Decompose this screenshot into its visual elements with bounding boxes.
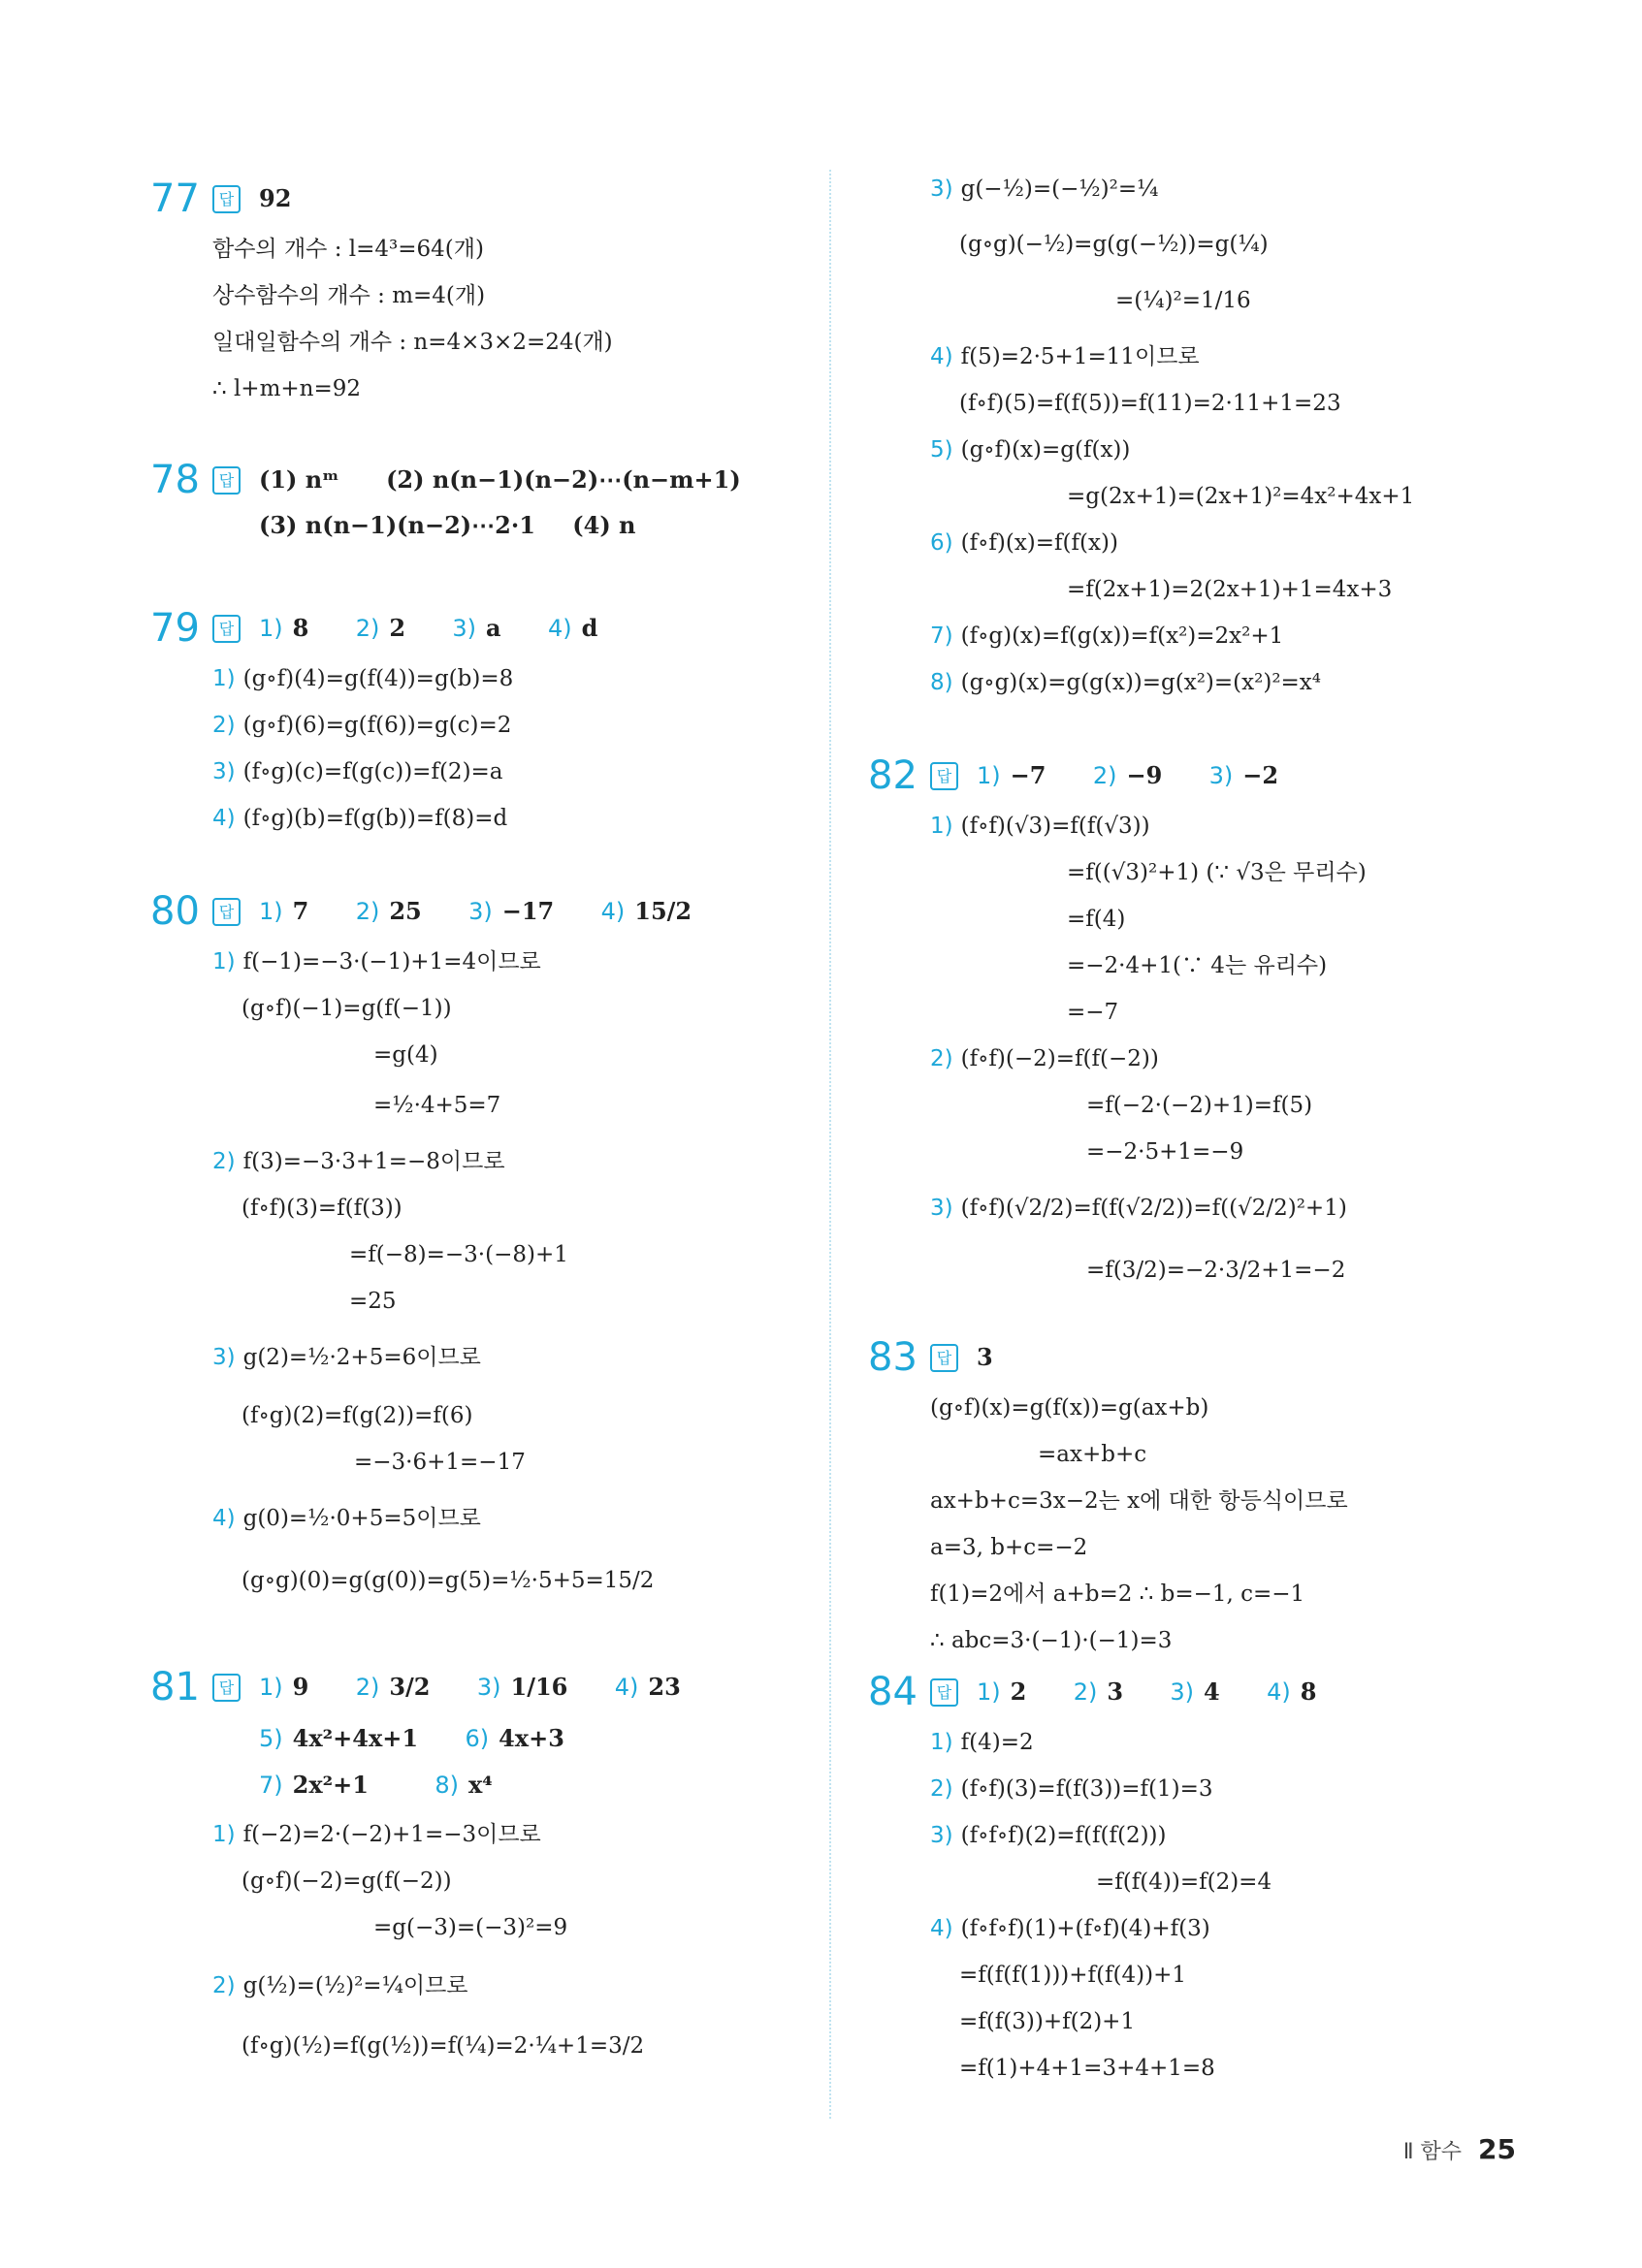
problem-number: 78	[150, 458, 200, 502]
solution-line: =½·4+5=7	[373, 1093, 501, 1118]
solution-line: =f(−2·(−2)+1)=f(5)	[1086, 1093, 1313, 1118]
solution-line: =f(f(3))+f(2)+1	[959, 2009, 1136, 2034]
solution-line: a=3, b+c=−2	[930, 1535, 1088, 1560]
solution-line: 1) f(4)=2	[930, 1730, 1034, 1755]
problem-82	[868, 747, 1528, 1283]
solution-line: (f∘f)(3)=f(f(3))	[241, 1196, 402, 1221]
answer-badge: 답	[212, 615, 241, 643]
answer-badge: 답	[212, 1674, 241, 1702]
answer-item: (2) n(n−1)(n−2)⋯(n−m+1)	[386, 465, 741, 494]
answer: 3	[977, 1343, 993, 1371]
solution-line: =f(1)+4+1=3+4+1=8	[959, 2056, 1215, 2081]
solution-line: (f∘g)(½)=f(g(½))=f(¼)=2·¼+1=3/2	[241, 2033, 645, 2059]
solution-line: 4) (f∘f∘f)(1)+(f∘f)(4)+f(3)	[930, 1916, 1210, 1941]
solution-line: 1) f(−1)=−3·(−1)+1=4이므로	[212, 949, 541, 974]
answer-row: 5) 4x²+4x+1 6) 4x+3	[259, 1724, 564, 1752]
answer-label: 3)	[452, 615, 477, 642]
problem-77	[150, 170, 820, 401]
problem-83	[868, 1328, 1528, 1653]
answer-value: d	[581, 614, 598, 642]
solution-line: 1) (g∘f)(4)=g(f(4))=g(b)=8	[212, 666, 514, 691]
solution-line: ax+b+c=3x−2는 x에 대한 항등식이므로	[930, 1488, 1348, 1514]
problem-number: 83	[868, 1335, 918, 1380]
problem-79	[150, 599, 820, 831]
answer-badge: 답	[930, 1678, 958, 1707]
problem-number: 80	[150, 889, 200, 934]
problem-78	[150, 451, 820, 539]
answer-row	[259, 451, 780, 509]
solution-line: f(1)=2에서 a+b=2 ∴ b=−1, c=−1	[930, 1581, 1305, 1607]
solution-line: =f(f(4))=f(2)=4	[1096, 1869, 1272, 1895]
solution-line: =g(4)	[373, 1042, 438, 1068]
answer-badge: 답	[212, 898, 241, 926]
answer-label: 4)	[547, 615, 572, 642]
solution-line: 6) (f∘f)(x)=f(f(x))	[930, 530, 1118, 556]
problem-number: 79	[150, 606, 200, 651]
answer-value: 2	[389, 614, 406, 642]
solution-line: =f((√3)²+1) (∵ √3은 무리수)	[1067, 860, 1367, 885]
solution-line: 1) f(−2)=2·(−2)+1=−3이므로	[212, 1822, 541, 1847]
answer-item: (1) nᵐ	[259, 465, 339, 494]
answer-value: 8	[292, 614, 309, 642]
solution-line: 4) g(0)=½·0+5=5이므로	[212, 1506, 481, 1531]
solution-line: =f(2x+1)=2(2x+1)+1=4x+3	[1067, 577, 1393, 602]
solution-line: 2) f(3)=−3·3+1=−8이므로	[212, 1149, 505, 1174]
answer-row: 7) 2x²+1 8) x⁴	[259, 1771, 493, 1799]
answer-item: (4) n	[572, 511, 636, 539]
solution-line: 2) (g∘f)(6)=g(f(6))=g(c)=2	[212, 713, 512, 738]
solution-line: 함수의 개수 : l=4³=64(개)	[212, 237, 484, 262]
answer-label: 1)	[259, 615, 283, 642]
solution-line: (f∘f)(5)=f(f(5))=f(11)=2·11+1=23	[959, 391, 1341, 416]
solution-line: =−2·5+1=−9	[1086, 1139, 1244, 1165]
solution-line: =f(−8)=−3·(−8)+1	[349, 1242, 568, 1267]
answer-row: 1) 7 2) 25 3) −17 4) 15/2	[259, 897, 692, 925]
solution-line: 2) (f∘f)(−2)=f(f(−2))	[930, 1046, 1159, 1071]
solution-line: (g∘g)(−½)=g(g(−½))=g(¼)	[959, 232, 1269, 257]
section-label: Ⅱ 함수	[1402, 2140, 1463, 2164]
solution-line: 4) (f∘g)(b)=f(g(b))=f(8)=d	[212, 806, 508, 831]
problem-number: 84	[868, 1670, 918, 1714]
answer: 92	[259, 184, 292, 212]
solution-line: =−2·4+1(∵ 4는 유리수)	[1067, 953, 1328, 978]
answer-row: 1) 9 2) 3/2 3) 1/16 4) 23	[259, 1673, 681, 1701]
solution-line: 2) (f∘f)(3)=f(f(3))=f(1)=3	[930, 1776, 1213, 1802]
answer-badge: 답	[212, 466, 241, 495]
solution-line: =ax+b+c	[1038, 1442, 1147, 1467]
page-footer	[1403, 2133, 1516, 2165]
solution-line: 7) (f∘g)(x)=f(g(x))=f(x²)=2x²+1	[930, 623, 1284, 649]
solution-line: (g∘g)(0)=g(g(0))=g(5)=½·5+5=15/2	[241, 1568, 655, 1593]
problem-number: 77	[150, 176, 200, 221]
answer-row	[259, 501, 635, 550]
problem-84	[868, 1663, 1528, 2081]
solution-line: =g(2x+1)=(2x+1)²=4x²+4x+1	[1067, 484, 1415, 509]
solution-line: =25	[349, 1289, 397, 1314]
solution-line: 4) f(5)=2·5+1=11이므로	[930, 344, 1200, 369]
solution-line: (f∘g)(2)=f(g(2))=f(6)	[241, 1403, 473, 1428]
answer-item: (3) n(n−1)(n−2)⋯2·1	[259, 511, 535, 539]
answer-row: 1) −7 2) −9 3) −2	[977, 761, 1279, 789]
solution-line: ∴ l+m+n=92	[212, 376, 362, 401]
solution-line: 3) (f∘f)(√2/2)=f(f(√2/2))=f((√2/2)²+1)	[930, 1196, 1347, 1221]
solution-line: =f(f(f(1)))+f(f(4))+1	[959, 1963, 1187, 1988]
solution-line: 상수함수의 개수 : m=4(개)	[212, 283, 486, 308]
answer-badge: 답	[930, 762, 958, 790]
problem-81	[150, 1658, 820, 2059]
solution-line: ∴ abc=3·(−1)·(−1)=3	[930, 1628, 1173, 1653]
solution-line: 1) (f∘f)(√3)=f(f(√3))	[930, 814, 1150, 839]
solution-line: (g∘f)(−2)=g(f(−2))	[241, 1869, 452, 1894]
solution-line: =(¼)²=1/16	[1115, 288, 1251, 313]
solution-line: 5) (g∘f)(x)=g(f(x))	[930, 437, 1131, 463]
answer-row	[259, 599, 636, 657]
solution-line: =−7	[1067, 1000, 1119, 1025]
solution-line: =f(3/2)=−2·3/2+1=−2	[1086, 1258, 1346, 1283]
solution-line: =f(4)	[1067, 907, 1126, 932]
problem-number: 81	[150, 1665, 200, 1709]
solution-line: 일대일함수의 개수 : n=4×3×2=24(개)	[212, 330, 613, 355]
problem-80	[150, 882, 820, 1593]
solution-line: 3) (f∘g)(c)=f(g(c))=f(2)=a	[212, 759, 503, 784]
solution-line: =g(−3)=(−3)²=9	[373, 1915, 568, 1940]
answer-badge: 답	[212, 185, 241, 213]
answer-label: 2)	[355, 615, 380, 642]
problem-number: 82	[868, 753, 918, 798]
answer-badge: 답	[930, 1344, 958, 1372]
solution-line: =−3·6+1=−17	[354, 1450, 526, 1475]
page-number: 25	[1478, 2133, 1516, 2165]
solution-line: 2) g(½)=(½)²=¼이므로	[212, 1973, 468, 1998]
solution-line: 8) (g∘g)(x)=g(g(x))=g(x²)=(x²)²=x⁴	[930, 670, 1322, 695]
solution-line: 3) g(−½)=(−½)²=¼	[930, 176, 1159, 202]
solution-line: (g∘f)(−1)=g(f(−1))	[241, 996, 452, 1021]
solution-line: (g∘f)(x)=g(f(x))=g(ax+b)	[930, 1395, 1209, 1421]
solution-line: 3) (f∘f∘f)(2)=f(f(f(2)))	[930, 1823, 1167, 1848]
answer-value: a	[486, 614, 501, 642]
solution-line: 3) g(2)=½·2+5=6이므로	[212, 1345, 481, 1370]
answer-row: 1) 2 2) 3 3) 4 4) 8	[977, 1677, 1317, 1706]
column-divider	[829, 170, 831, 2119]
